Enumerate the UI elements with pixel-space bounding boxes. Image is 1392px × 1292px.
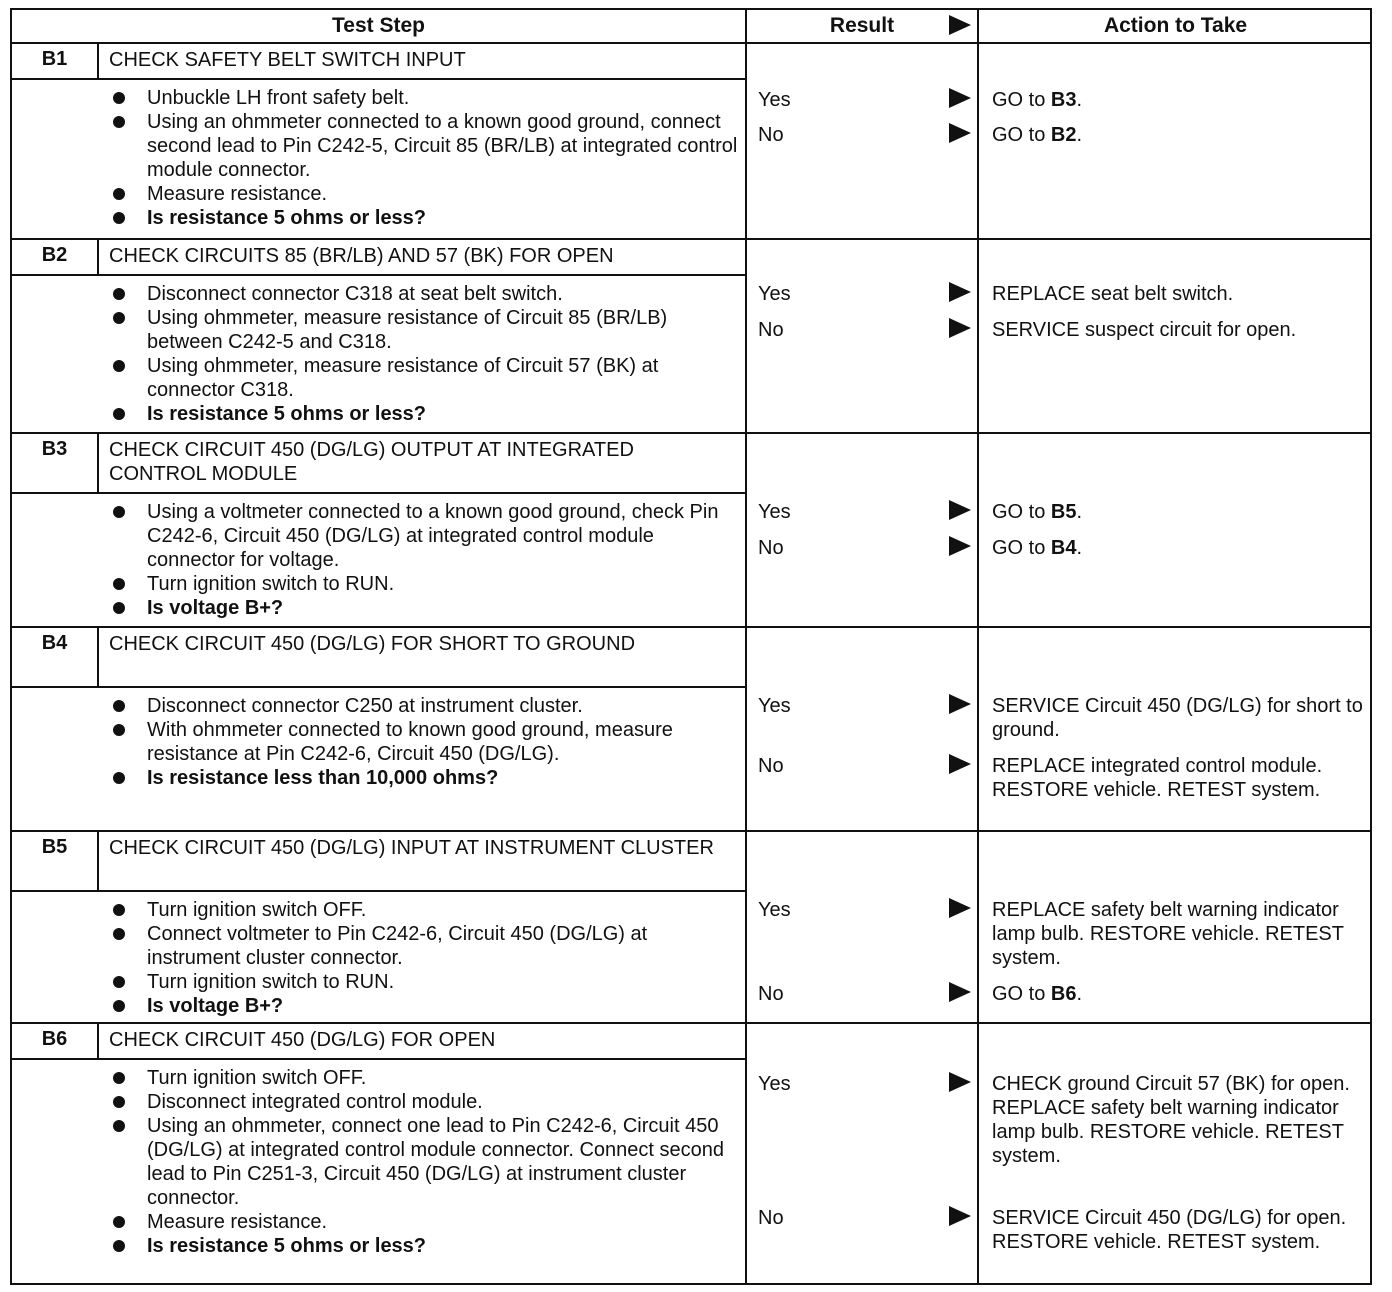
header-action: Action to Take xyxy=(1103,14,1248,37)
arrow-right-icon xyxy=(949,536,971,556)
step-row-b5 xyxy=(12,830,1370,1022)
bullet-item: Using ohmmeter, measure resistance of Circuit 85 (BR/LB) between C242-5 and C318. xyxy=(99,306,739,354)
bullet-icon xyxy=(113,1120,125,1132)
step-bullets xyxy=(99,1066,739,1258)
arrow-right-icon xyxy=(949,1206,971,1226)
step-id: B4 xyxy=(12,628,99,688)
result-no: No xyxy=(758,124,784,146)
bullet-item: Using a voltmeter connected to a known good ground, check Pin C242-6, Circuit 450 (DG/LG) at integrated control module connector for voltage. xyxy=(99,500,739,572)
arrow-right-icon xyxy=(949,123,971,143)
step-bullets xyxy=(99,500,739,620)
bullet-item: With ohmmeter connected to known good ground, measure resistance at Pin C242-6, Circuit 450 (DG/LG). xyxy=(99,718,739,766)
step-bullets xyxy=(99,282,739,426)
bullet-icon xyxy=(113,602,125,614)
bullet-item: Measure resistance. xyxy=(99,182,739,206)
result-yes: Yes xyxy=(758,283,791,305)
arrow-right-icon xyxy=(949,318,971,338)
bullet-icon xyxy=(113,772,125,784)
action-no: GO to B4. xyxy=(992,537,1083,559)
action-yes: GO to B3. xyxy=(992,89,1083,111)
arrow-right-icon xyxy=(949,982,971,1002)
header-result: Result xyxy=(747,10,979,42)
result-no: No xyxy=(758,537,784,559)
arrow-right-icon xyxy=(949,500,971,520)
step-id: B1 xyxy=(12,44,99,80)
step-title: CHECK SAFETY BELT SWITCH INPUT xyxy=(99,44,747,80)
bullet-icon xyxy=(113,1072,125,1084)
step-row-b6 xyxy=(12,1022,1370,1285)
arrow-right-icon xyxy=(949,1072,971,1092)
step-id: B6 xyxy=(12,1024,99,1060)
action-yes: REPLACE seat belt switch. xyxy=(992,283,1234,305)
bullet-icon xyxy=(113,1096,125,1108)
action-no: SERVICE Circuit 450 (DG/LG) for open. RESTORE vehicle. RETEST system. xyxy=(992,1207,1347,1253)
bullet-item: Turn ignition switch to RUN. xyxy=(99,970,739,994)
bullet-icon xyxy=(113,1216,125,1228)
bullet-icon xyxy=(113,578,125,590)
step-title: CHECK CIRCUIT 450 (DG/LG) OUTPUT AT INTEGRATED CONTROL MODULE xyxy=(99,434,747,494)
bullet-item: Disconnect connector C318 at seat belt switch. xyxy=(99,282,739,306)
header-test-step: Test Step xyxy=(12,10,747,42)
header-arrow-icon xyxy=(949,15,971,35)
step-id: B2 xyxy=(12,240,99,276)
bullet-item: Disconnect integrated control module. xyxy=(99,1090,739,1114)
action-yes: REPLACE safety belt warning indicator lamp bulb. RESTORE vehicle. RETEST system. xyxy=(992,899,1344,969)
action-no: SERVICE suspect circuit for open. xyxy=(992,319,1297,341)
step-bullets xyxy=(99,86,739,230)
bullet-icon xyxy=(113,312,125,324)
step-row-b1 xyxy=(12,42,1370,238)
bullet-icon xyxy=(113,700,125,712)
action-no: REPLACE integrated control module. RESTORE vehicle. RETEST system. xyxy=(992,755,1323,801)
result-yes: Yes xyxy=(758,1073,791,1095)
table-header xyxy=(12,10,1370,44)
bullet-icon xyxy=(113,188,125,200)
bullet-item: Using an ohmmeter, connect one lead to Pin C242-6, Circuit 450 (DG/LG) at integrated control module connector. Connect second lead to Pin C251-3, Circuit 450 (DG/LG) at instrument cluster connector. xyxy=(99,1114,739,1210)
bullet-question: Is voltage B+? xyxy=(99,994,739,1018)
bullet-icon xyxy=(113,1240,125,1252)
action-yes: CHECK ground Circuit 57 (BK) for open. REPLACE safety belt warning indicator lamp bulb. RESTORE vehicle. RETEST system. xyxy=(992,1073,1350,1167)
bullet-question: Is resistance 5 ohms or less? xyxy=(99,402,739,426)
arrow-right-icon xyxy=(949,754,971,774)
result-no: No xyxy=(758,319,784,341)
step-bullets xyxy=(99,898,739,1018)
result-yes: Yes xyxy=(758,899,791,921)
step-row-b3 xyxy=(12,432,1370,626)
bullet-icon xyxy=(113,928,125,940)
arrow-right-icon xyxy=(949,694,971,714)
result-no: No xyxy=(758,1207,784,1229)
bullet-item: Turn ignition switch to RUN. xyxy=(99,572,739,596)
bullet-item: Turn ignition switch OFF. xyxy=(99,1066,739,1090)
bullet-icon xyxy=(113,904,125,916)
bullet-item: Using ohmmeter, measure resistance of Circuit 57 (BK) at connector C318. xyxy=(99,354,739,402)
bullet-item: Turn ignition switch OFF. xyxy=(99,898,739,922)
bullet-icon xyxy=(113,408,125,420)
step-bullets xyxy=(99,694,739,790)
bullet-icon xyxy=(113,506,125,518)
bullet-item: Unbuckle LH front safety belt. xyxy=(99,86,739,110)
bullet-icon xyxy=(113,288,125,300)
step-id: B3 xyxy=(12,434,99,494)
arrow-right-icon xyxy=(949,898,971,918)
bullet-icon xyxy=(113,212,125,224)
bullet-question: Is voltage B+? xyxy=(99,596,739,620)
action-no: GO to B2. xyxy=(992,124,1083,146)
bullet-icon xyxy=(113,976,125,988)
arrow-right-icon xyxy=(949,282,971,302)
bullet-icon xyxy=(113,724,125,736)
action-yes: SERVICE Circuit 450 (DG/LG) for short to ground. xyxy=(992,695,1363,741)
bullet-question: Is resistance less than 10,000 ohms? xyxy=(99,766,739,790)
step-id: B5 xyxy=(12,832,99,892)
bullet-icon xyxy=(113,116,125,128)
result-no: No xyxy=(758,755,784,777)
step-row-b4 xyxy=(12,626,1370,830)
bullet-question: Is resistance 5 ohms or less? xyxy=(99,206,739,230)
action-yes: GO to B5. xyxy=(992,501,1083,523)
result-yes: Yes xyxy=(758,501,791,523)
step-title: CHECK CIRCUIT 450 (DG/LG) FOR SHORT TO GROUND xyxy=(99,628,747,688)
bullet-icon xyxy=(113,1000,125,1012)
step-title: CHECK CIRCUIT 450 (DG/LG) FOR OPEN xyxy=(99,1024,747,1060)
arrow-right-icon xyxy=(949,88,971,108)
action-no: GO to B6. xyxy=(992,983,1083,1005)
bullet-item: Connect voltmeter to Pin C242-6, Circuit 450 (DG/LG) at instrument cluster connector. xyxy=(99,922,739,970)
bullet-item: Disconnect connector C250 at instrument cluster. xyxy=(99,694,739,718)
diagnostic-table xyxy=(10,8,1372,1285)
step-title: CHECK CIRCUIT 450 (DG/LG) INPUT AT INSTRUMENT CLUSTER xyxy=(99,832,747,892)
bullet-question: Is resistance 5 ohms or less? xyxy=(99,1234,739,1258)
result-no: No xyxy=(758,983,784,1005)
bullet-item: Measure resistance. xyxy=(99,1210,739,1234)
step-title: CHECK CIRCUITS 85 (BR/LB) AND 57 (BK) FOR OPEN xyxy=(99,240,747,276)
bullet-icon xyxy=(113,92,125,104)
bullet-item: Using an ohmmeter connected to a known good ground, connect second lead to Pin C242-5, Circuit 85 (BR/LB) at integrated control module connector. xyxy=(99,110,739,182)
result-yes: Yes xyxy=(758,89,791,111)
bullet-icon xyxy=(113,360,125,372)
result-yes: Yes xyxy=(758,695,791,717)
step-row-b2 xyxy=(12,238,1370,432)
